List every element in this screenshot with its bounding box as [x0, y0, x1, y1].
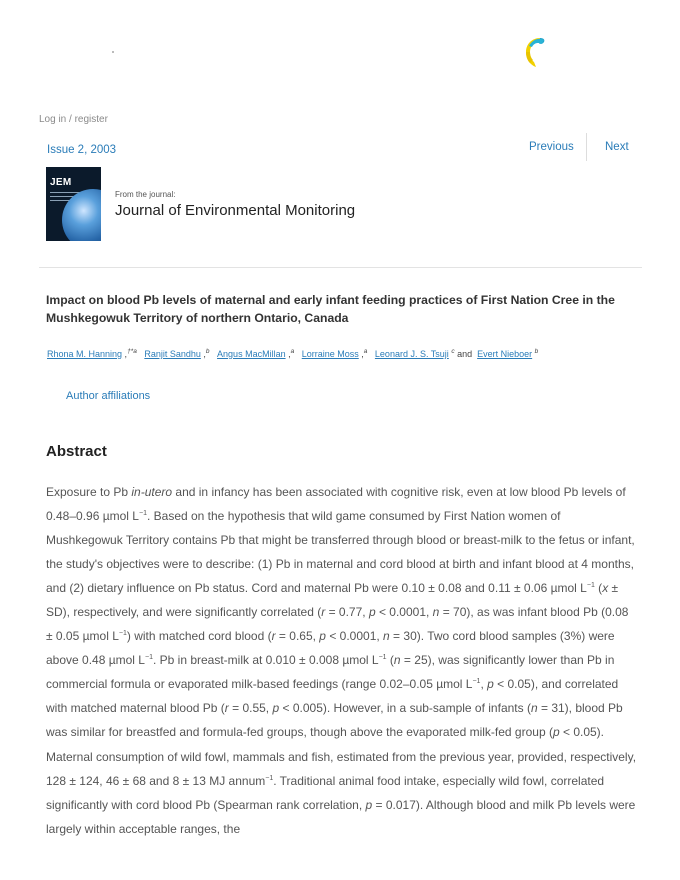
previous-article-link[interactable]: Previous	[529, 141, 574, 153]
author-link[interactable]: Evert Nieboer	[477, 349, 533, 359]
author-link[interactable]: Ranjit Sandhu	[144, 349, 201, 359]
issue-link[interactable]: Issue 2, 2003	[47, 144, 117, 156]
cover-abbrev: JEM	[50, 177, 72, 188]
author-separator: ,	[358, 349, 364, 359]
author-affiliation-mark: b	[205, 348, 210, 355]
from-journal-label: From the journal:	[115, 190, 176, 199]
author-affiliation-mark: b	[534, 348, 539, 355]
decorative-dot	[112, 51, 114, 53]
journal-cover-image[interactable]	[46, 167, 101, 241]
author-separator: ,	[122, 349, 128, 359]
login-register-link[interactable]: Log in / register	[39, 114, 108, 125]
author-affiliation-mark: †*a	[127, 348, 137, 355]
author-affiliations-toggle[interactable]: Author affiliations	[66, 390, 151, 402]
author-affiliation-mark: a	[363, 348, 368, 355]
author-separator: ,	[200, 349, 206, 359]
author-link[interactable]: Angus MacMillan	[217, 349, 286, 359]
publisher-logo-icon	[520, 36, 546, 70]
author-separator: ,	[285, 349, 291, 359]
author-separator: and	[454, 349, 475, 359]
article-title: Impact on blood Pb levels of maternal and early infant feeding practices of First Nation Cree in the Mushkegowuk Territory of northern Ontario, Canada	[46, 293, 615, 325]
next-article-link[interactable]: Next	[605, 141, 629, 153]
author-list	[47, 348, 538, 359]
abstract-text: Exposure to Pb in-utero and in infancy has been associated with cognitive risk, even at low blood Pb levels of 0.48–0.96 µmol $L^{-1}$. Based on the hypothesis that wild game consumed by First Nation women of Mushkegowuk Territory contains Pb that might be transferred through blood or breast-milk to the fetus or infant, the study's objectives were to describe: (1) Pb in maternal and cord blood at birth and infant blood at 4 months, and (2) dietary influence on Pb status. Cord and maternal Pb were 0.10 ± 0.08 and 0.11 ± 0.06 µmol $L^{-1}$ (x ± SD), respectively, and were significantly correlated (r = 0.77, p < 0.0001, n = 70), as was infant blood Pb (0.08 ± 0.05 µmol $L^{-1}$) with matched cord blood (r = 0.65, p < 0.0001, n = 30). Two cord blood samples (3%) were above 0.48 µmol $L^{-1}$. Pb in breast-milk at 0.010 ± 0.008 µmol $L^{-1}$ (n = 25), was significantly lower than Pb in commercial formula or evaporated milk-based feedings (range 0.02–0.05 µmol $L^{-1}$, p < 0.05), and correlated with matched maternal blood Pb (r = 0.55, p < 0.005). However, in a sub-sample of infants (n = 31), blood Pb was similar for breastfed and formula-fed groups, though above the evaporated milk-fed group (p < 0.05). Maternal consumption of wild fowl, mammals and fish, estimated from the previous year, provided, respectively, 128 ± 124, 46 ± 68 and 8 ± 13 MJ annum$^{-1}$. Traditional animal food intake, especially wild fowl, correlated significantly with cord blood Pb (Spearman rank correlation, p = 0.017). Although blood and milk Pb levels were largely within acceptable ranges, the	[46, 485, 637, 836]
author-affiliation-mark: a	[290, 348, 295, 355]
author-link[interactable]: Rhona M. Hanning	[47, 349, 123, 359]
nav-divider	[586, 133, 587, 161]
author-link[interactable]: Lorraine Moss	[301, 349, 359, 359]
journal-title-link[interactable]: Journal of Environmental Monitoring	[115, 202, 356, 219]
divider	[39, 267, 642, 268]
author-link[interactable]: Leonard J. S. Tsuji	[374, 349, 449, 359]
author-affiliation-mark: c	[451, 348, 455, 355]
abstract-heading: Abstract	[46, 443, 107, 460]
